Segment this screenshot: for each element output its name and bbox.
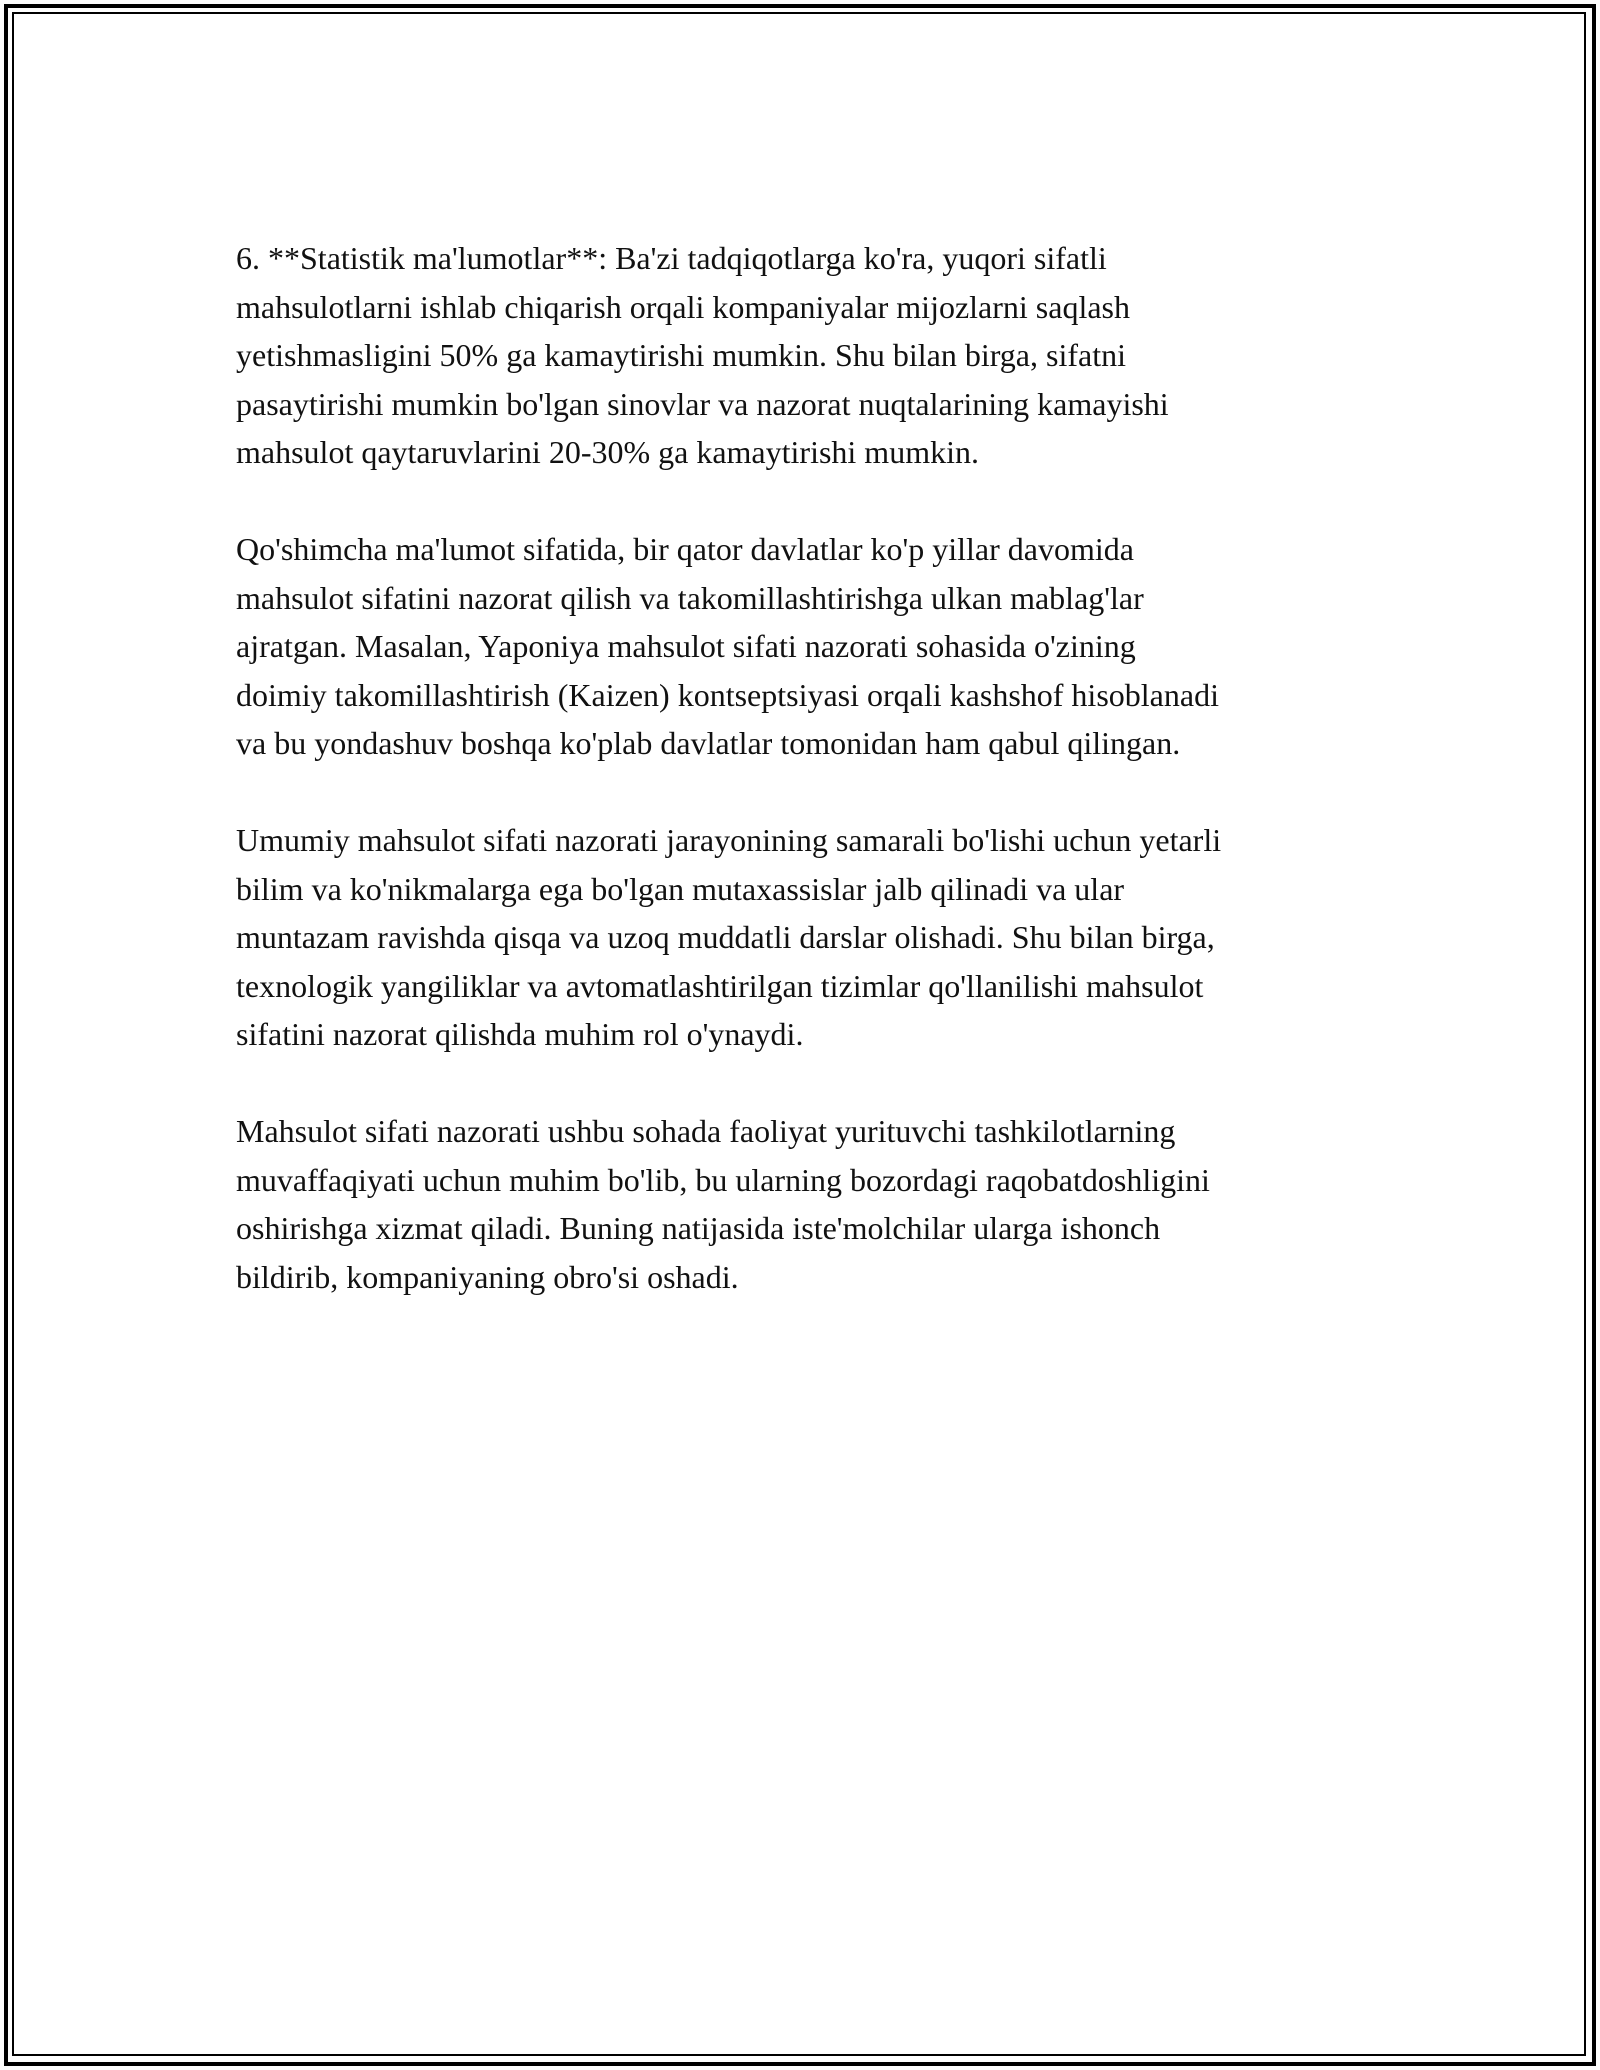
text-line: mahsulot sifatini nazorat qilish va takomillashtirishga ulkan mablag'lar [236, 579, 1144, 616]
text-line: Qo'shimcha ma'lumot sifatida, bir qator davlatlar ko'p yillar davomida [236, 531, 1134, 567]
text-line: muntazam ravishda qisqa va uzoq muddatli darslar olishadi. Shu bilan birga, [236, 919, 1215, 955]
text-line: va bu yondashuv boshqa ko'plab davlatlar tomonidan ham qabul qilingan. [236, 725, 1181, 761]
text-line: sifatini nazorat qilishda muhim rol o'ynaydi. [236, 1016, 804, 1052]
text-line: mahsulot qaytaruvlarini 20-30% ga kamaytirishi mumkin. [236, 434, 979, 470]
text-line: muvaffaqiyati uchun muhim bo'lib, bu ularning bozordagi raqobatdoshligini [236, 1161, 1210, 1198]
paragraph-additional-info [236, 525, 1376, 768]
document-body [236, 234, 1376, 1350]
text-line: yetishmasligini 50% ga kamaytirishi mumkin. Shu bilan birga, sifatni [236, 337, 1126, 373]
paragraph-conclusion [236, 1107, 1376, 1301]
text-line: texnologik yangiliklar va avtomatlashtirilgan tizimlar qo'llanilishi mahsulot [236, 967, 1204, 1004]
text-line: ajratgan. Masalan, Yaponiya mahsulot sifati nazorati sohasida o'zining [236, 628, 1136, 664]
paragraph-specialists [236, 816, 1376, 1059]
text-line: bilim va ko'nikmalarga ega bo'lgan mutaxassislar jalb qilinadi va ular [236, 870, 1125, 907]
text-line: Umumiy mahsulot sifati nazorati jarayonining samarali bo'lishi uchun yetarli [236, 822, 1222, 858]
text-line: doimiy takomillashtirish (Kaizen) kontseptsiyasi orqali kashshof hisoblanadi [236, 676, 1219, 713]
text-line: oshirishga xizmat qiladi. Buning natijasida iste'molchilar ularga ishonch [236, 1210, 1161, 1246]
text-line: 6. **Statistik ma'lumotlar**: Ba'zi tadqiqotlarga ko'ra, yuqori sifatli [236, 240, 1107, 276]
paragraph-statistics [236, 234, 1376, 477]
text-line: pasaytirishi mumkin bo'lgan sinovlar va nazorat nuqtalarining kamayishi [236, 385, 1169, 422]
text-line: Mahsulot sifati nazorati ushbu sohada faoliyat yurituvchi tashkilotlarning [236, 1113, 1176, 1149]
text-line: mahsulotlarni ishlab chiqarish orqali kompaniyalar mijozlarni saqlash [236, 288, 1130, 325]
text-line: bildirib, kompaniyaning obro'si oshadi. [236, 1258, 739, 1295]
